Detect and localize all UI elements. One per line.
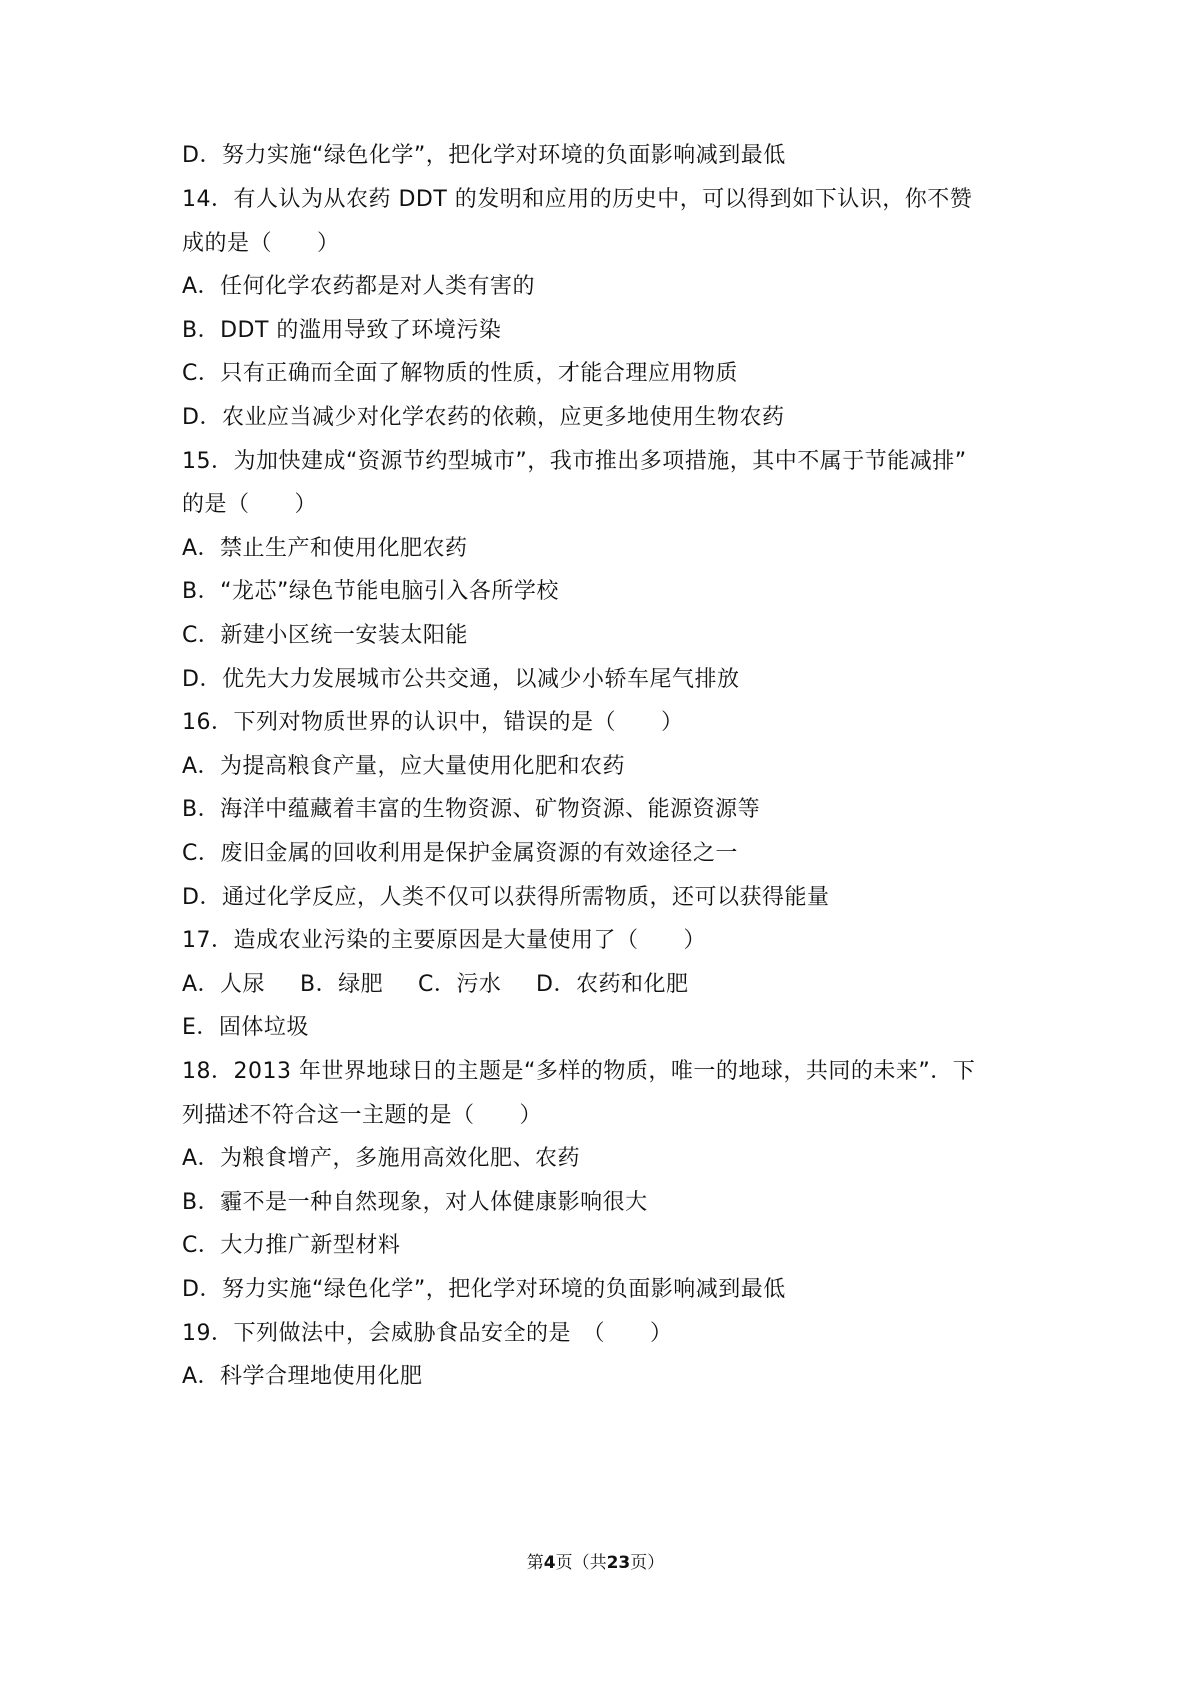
- q16-option-a: A．为提高粮食产量，应大量使用化肥和农药: [182, 754, 626, 779]
- q16-option-c: C．废旧金属的回收利用是保护金属资源的有效途径之一: [182, 841, 738, 866]
- footer-middle: 页（共: [555, 1553, 607, 1573]
- q17-option-e: E．固体垃圾: [182, 1015, 309, 1040]
- q18-stem: 18．2013 年世界地球日的主题是“多样的物质，唯一的地球，共同的未来”．下: [182, 1059, 976, 1084]
- q16-option-d: D．通过化学反应，人类不仅可以获得所需物质，还可以获得能量: [182, 885, 830, 910]
- q15-stem-cont: 的是（ ）: [182, 492, 318, 517]
- footer-page-number: 4: [543, 1553, 556, 1573]
- q19-option-a: A．科学合理地使用化肥: [182, 1364, 423, 1389]
- q17-stem: 17．造成农业污染的主要原因是大量使用了（ ）: [182, 928, 706, 953]
- q19-stem: 19．下列做法中，会威胁食品安全的是 （ ）: [182, 1321, 673, 1346]
- q14-option-c: C．只有正确而全面了解物质的性质，才能合理应用物质: [182, 361, 738, 386]
- q15-option-b: B．“龙芯”绿色节能电脑引入各所学校: [182, 579, 559, 604]
- q18-option-c: C．大力推广新型材料: [182, 1233, 401, 1258]
- q16-option-b: B．海洋中蕴藏着丰富的生物资源、矿物资源、能源资源等: [182, 797, 761, 822]
- footer-suffix: 页）: [630, 1553, 665, 1573]
- q17-option-d: D．农药和化肥: [536, 972, 689, 997]
- q14-option-b: B．DDT 的滥用导致了环境污染: [182, 318, 502, 343]
- q14-stem: 14．有人认为从农药 DDT 的发明和应用的历史中，可以得到如下认识，你不赞: [182, 187, 973, 212]
- footer-page-total: 23: [606, 1553, 631, 1573]
- footer-prefix: 第: [526, 1553, 544, 1573]
- q18-option-a: A．为粮食增产，多施用高效化肥、农药: [182, 1146, 581, 1171]
- q16-stem: 16．下列对物质世界的认识中，错误的是（ ）: [182, 710, 684, 735]
- q18-option-d: D．努力实施“绿色化学”，把化学对环境的负面影响减到最低: [182, 1277, 786, 1302]
- q17-option-b: B．绿肥: [300, 972, 384, 997]
- q17-option-a: A．人尿: [182, 972, 266, 997]
- q17-options-row: [182, 970, 688, 1000]
- q14-option-d: D．农业应当减少对化学农药的依赖，应更多地使用生物农药: [182, 405, 785, 430]
- q13-option-d: D．努力实施“绿色化学”，把化学对环境的负面影响减到最低: [182, 143, 786, 168]
- q15-option-c: C．新建小区统一安装太阳能: [182, 623, 468, 648]
- q14-option-a: A．任何化学农药都是对人类有害的: [182, 274, 536, 299]
- q15-stem: 15．为加快建成“资源节约型城市”，我市推出多项措施，其中不属于节能减排”: [182, 449, 967, 474]
- page-footer: [0, 1548, 1191, 1573]
- q15-option-d: D．优先大力发展城市公共交通，以减少小轿车尾气排放: [182, 667, 740, 692]
- q18-stem-cont: 列描述不符合这一主题的是（ ）: [182, 1103, 543, 1128]
- q15-option-a: A．禁止生产和使用化肥农药: [182, 536, 468, 561]
- q18-option-b: B．霾不是一种自然现象，对人体健康影响很大: [182, 1190, 648, 1215]
- q14-stem-cont: 成的是（ ）: [182, 231, 340, 256]
- q17-option-c: C．污水: [418, 972, 502, 997]
